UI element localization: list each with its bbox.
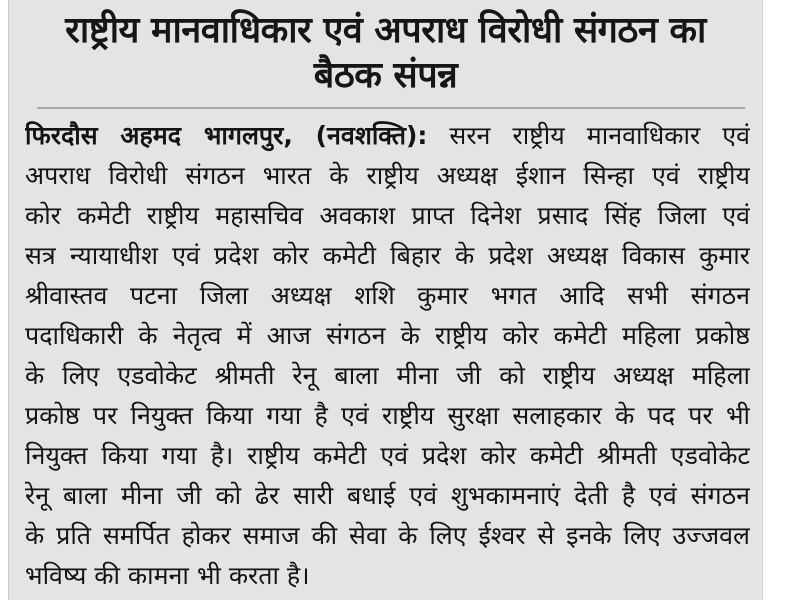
newspaper-clipping [8, 0, 763, 600]
headline-line-1: राष्ट्रीय मानवाधिकार एवं अपराध विरोधी संगठन का [65, 10, 706, 51]
article-line: कोर कमेटी राष्ट्रीय महासचिव अवकाश प्राप्त दिनेश प्रसाद सिंह जिला एवं [25, 201, 750, 230]
headline-line-2: बैठक संपन्न [313, 55, 458, 96]
article-line: के प्रति समर्पित होकर समाज की सेवा के लिए ईश्वर से इनके लिए उज्जवल [25, 521, 750, 550]
article-line [25, 116, 750, 156]
article-line: सत्र न्यायाधीश एवं प्रदेश कोर कमेटी बिहार के प्रदेश अध्यक्ष विकास कुमार [25, 241, 750, 270]
article-line: पदाधिकारी के नेतृत्व में आज संगठन के राष्ट्रीय कोर कमेटी महिला प्रकोष्ठ [25, 321, 750, 350]
article-text: सरन राष्ट्रीय मानवाधिकार एवं [449, 121, 750, 150]
headline-divider [37, 107, 745, 109]
article-line: अपराध विरोधी संगठन भारत के राष्ट्रीय अध्यक्ष ईशान सिन्हा एवं राष्ट्रीय [25, 161, 750, 190]
article-line: श्रीवास्तव पटना जिला अध्यक्ष शशि कुमार भगत आदि सभी संगठन [25, 281, 750, 310]
article-line: प्रकोष्ठ पर नियुक्त किया गया है एवं राष्ट्रीय सुरक्षा सलाहकार के पद पर भी [25, 401, 750, 430]
article-line: भविष्य की कामना भी करता है। [25, 561, 310, 590]
article-headline [9, 0, 762, 98]
article-body [25, 116, 750, 596]
byline: फिरदौस अहमद भागलपुर, (नवशक्ति): [25, 121, 428, 150]
article-line: के लिए एडवोकेट श्रीमती रेनू बाला मीना जी को राष्ट्रीय अध्यक्ष महिला [25, 361, 750, 390]
article-line: रेनू बाला मीना जी को ढेर सारी बधाई एवं शुभकामनाएं देती है एवं संगठन [25, 481, 750, 510]
article-line: नियुक्त किया गया है। राष्ट्रीय कमेटी एवं प्रदेश कोर कमेटी श्रीमती एडवोकेट [25, 441, 750, 470]
